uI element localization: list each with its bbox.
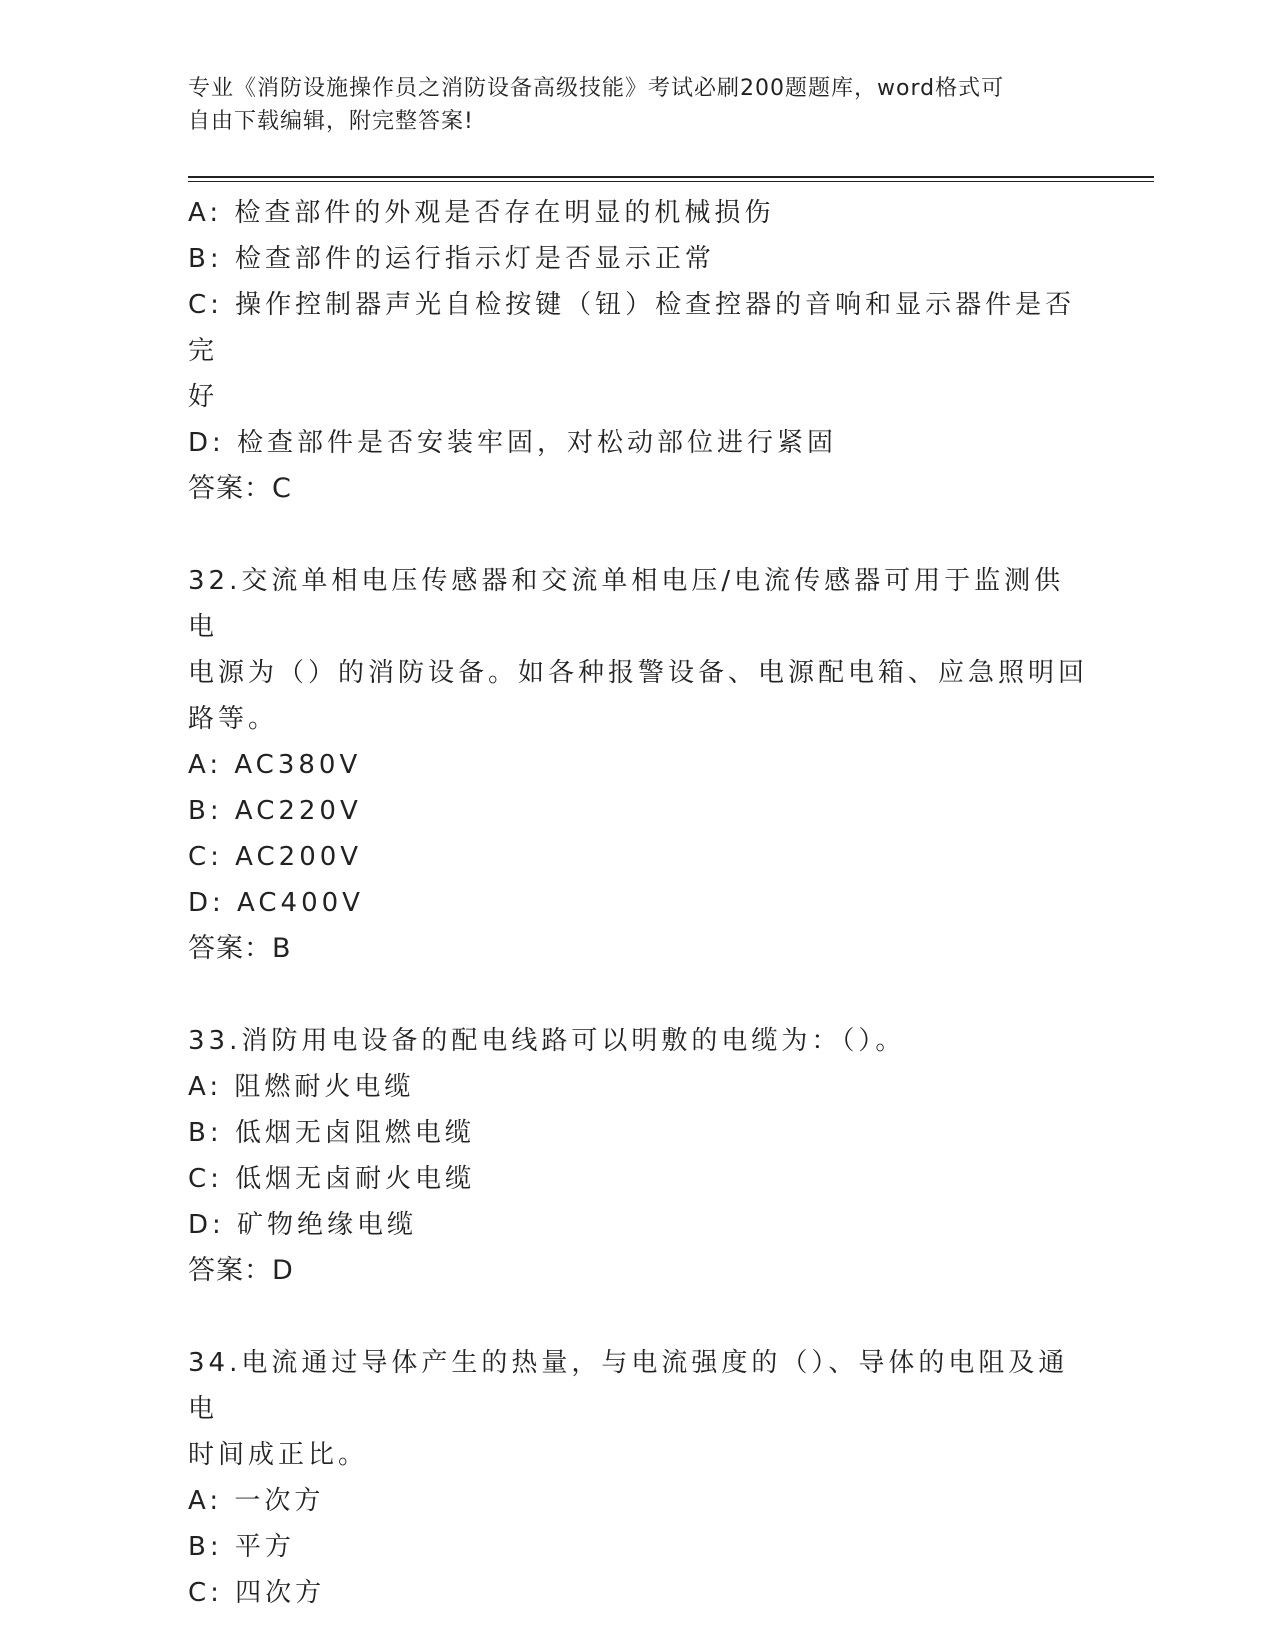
option-a: A: 阻燃耐火电缆 <box>188 1072 415 1102</box>
option-b: B: AC220V <box>188 796 362 826</box>
question-text-line: 32.交流单相电压传感器和交流单相电压/电流传感器可用于监测供电 <box>188 566 1065 642</box>
option-c: C: 操作控制器声光自检按键（钮）检查控器的音响和显示器件是否完 <box>188 290 1076 366</box>
answer-line: 答案：C <box>188 473 292 504</box>
option-b: B: 低烟无卤阻燃电缆 <box>188 1118 475 1148</box>
header-line-1: 专业《消防设施操作员之消防设备高级技能》考试必刷200题题库，word格式可 <box>188 76 1005 101</box>
question-text-line: 路等。 <box>188 704 279 734</box>
question-text-line: 电源为（）的消防设备。如各种报警设备、电源配电箱、应急照明回 <box>188 658 1089 688</box>
question-34-block <box>188 1340 1088 1616</box>
question-content <box>188 190 1088 1616</box>
option-b: B: 检查部件的运行指示灯是否显示正常 <box>188 244 715 274</box>
header-divider-thin <box>188 181 1154 182</box>
question-31-block <box>188 190 1088 512</box>
question-33-block <box>188 1018 1088 1294</box>
question-text-line: 33.消防用电设备的配电线路可以明敷的电缆为：（）。 <box>188 1026 906 1056</box>
option-a: A: 一次方 <box>188 1486 325 1516</box>
question-text-line: 34.电流通过导体产生的热量，与电流强度的（）、导体的电阻及通电 <box>188 1348 1069 1424</box>
option-d: D: 矿物绝缘电缆 <box>188 1210 418 1240</box>
answer-line: 答案：D <box>188 1255 294 1286</box>
spacer <box>188 972 1088 1018</box>
option-b: B: 平方 <box>188 1532 295 1562</box>
option-a: A: 检查部件的外观是否存在明显的机械损伤 <box>188 198 775 228</box>
spacer <box>188 512 1088 558</box>
option-a: A: AC380V <box>188 750 362 780</box>
question-text-line: 时间成正比。 <box>188 1440 369 1470</box>
answer-line: 答案：B <box>188 933 292 964</box>
option-c: C: 四次方 <box>188 1578 326 1608</box>
option-d: D: AC400V <box>188 888 364 918</box>
option-d: D: 检查部件是否安装牢固，对松动部位进行紧固 <box>188 428 838 458</box>
option-c-continued: 好 <box>188 382 219 412</box>
option-c: C: 低烟无卤耐火电缆 <box>188 1164 476 1194</box>
document-header <box>188 72 1068 138</box>
question-32-block <box>188 558 1088 972</box>
option-c: C: AC200V <box>188 842 363 872</box>
spacer <box>188 1294 1088 1340</box>
header-divider-thick <box>188 176 1154 178</box>
header-line-2: 自由下载编辑，附完整答案! <box>188 109 474 134</box>
